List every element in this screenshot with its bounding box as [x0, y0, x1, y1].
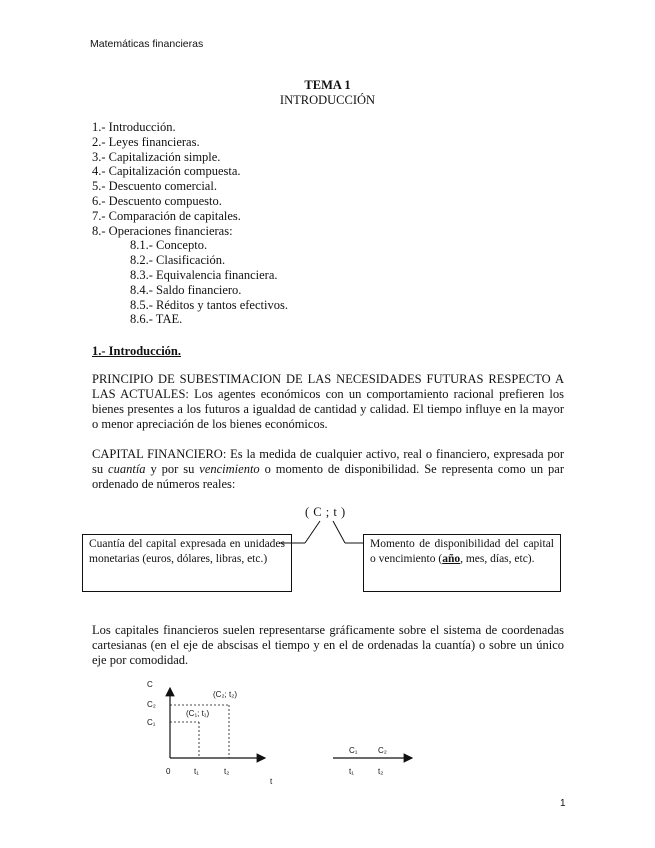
c1-tick-label: C₁ — [147, 718, 156, 727]
box-right-text: , mes, días, etc). — [460, 552, 535, 565]
section-heading: 1.- Introducción. — [92, 344, 182, 358]
toc-subitem: 8.6.- TAE. — [130, 312, 183, 327]
toc-item: 8.- Operaciones financieras: — [92, 223, 233, 238]
box-cuantia: Cuantía del capital expresada en unidades monetarias (euros, dólares, libras, etc.) — [82, 534, 292, 592]
line-c1-label: C₁ — [349, 746, 358, 755]
term-ano: año — [442, 552, 461, 565]
toc-subitem: 8.4.- Saldo financiero. — [130, 282, 242, 297]
t1-tick-label: t₁ — [194, 767, 199, 776]
paragraph-principle: PRINCIPIO DE SUBESTIMACION DE LAS NECESIDADES FUTURAS RESPECTO A LAS ACTUALES: Los agentes económicos con un comportamiento racional prefieren los bienes presentes a los futuros a igualdad de cantidad y calidad. El tiempo influye en la mayor o menor apreciación de los bienes económicos. — [92, 372, 564, 431]
t2-tick-label: t₂ — [224, 767, 230, 776]
box-right-text: Momento de disponibilidad del capital o vencimiento ( — [370, 538, 554, 565]
toc-item: 1.- Introducción. — [92, 120, 176, 134]
toc-subitem: 8.5.- Réditos y tantos efectivos. — [130, 297, 288, 312]
term-vencimiento: vencimiento — [199, 462, 260, 476]
toc-item: 2.- Leyes financieras. — [92, 134, 200, 149]
page-subtitle: INTRODUCCIÓN — [279, 93, 376, 107]
toc-item: 5.- Descuento comercial. — [92, 179, 217, 194]
toc-item: 7.- Comparación de capitales. — [92, 208, 241, 223]
point1-label: (C₁; t₁) — [186, 709, 210, 718]
line-t1-label: t₁ — [349, 767, 354, 776]
toc-subitem: 8.3.- Equivalencia financiera. — [130, 267, 278, 282]
para2-text: CAPITAL FINANCIERO: Es la medida de cualquier activo, real o financiero, expresada por su — [92, 447, 564, 476]
term-cuantia: cuantía — [108, 462, 146, 476]
page-title: TEMA 1 — [304, 78, 351, 92]
c2-tick-label: C₂ — [147, 700, 156, 709]
toc-item: 4.- Capitalización compuesta. — [92, 164, 241, 179]
page-number: 1 — [560, 798, 566, 809]
toc-item: 6.- Descuento compuesto. — [92, 193, 222, 208]
para2-text: y por su — [145, 462, 200, 476]
capital-pair: ( C ; t ) — [305, 505, 346, 519]
para2-text: o momento de disponibilidad. Se representa como un par ordenado de números reales: — [92, 462, 564, 491]
paragraph-graphic: Los capitales financieros suelen representarse gráficamente sobre el sistema de coordenadas cartesianas (en el eje de abscisas el tiempo y en el de ordenadas la cuantía) o sobre un único eje por comodidad. — [92, 623, 564, 667]
toc-item: 3.- Capitalización simple. — [92, 149, 221, 164]
origin-label: 0 — [166, 767, 171, 776]
x-axis-label: t — [270, 777, 273, 786]
running-header: Matemáticas financieras — [90, 38, 204, 50]
point2-label: (C₂; t₂) — [213, 690, 237, 699]
toc-subitem: 8.2.- Clasificación. — [130, 253, 226, 268]
line-t2-label: t₂ — [378, 767, 384, 776]
y-axis-label: C — [147, 680, 153, 689]
line-c2-label: C₂ — [378, 746, 387, 755]
toc-subitem: 8.1.- Concepto. — [130, 238, 208, 253]
